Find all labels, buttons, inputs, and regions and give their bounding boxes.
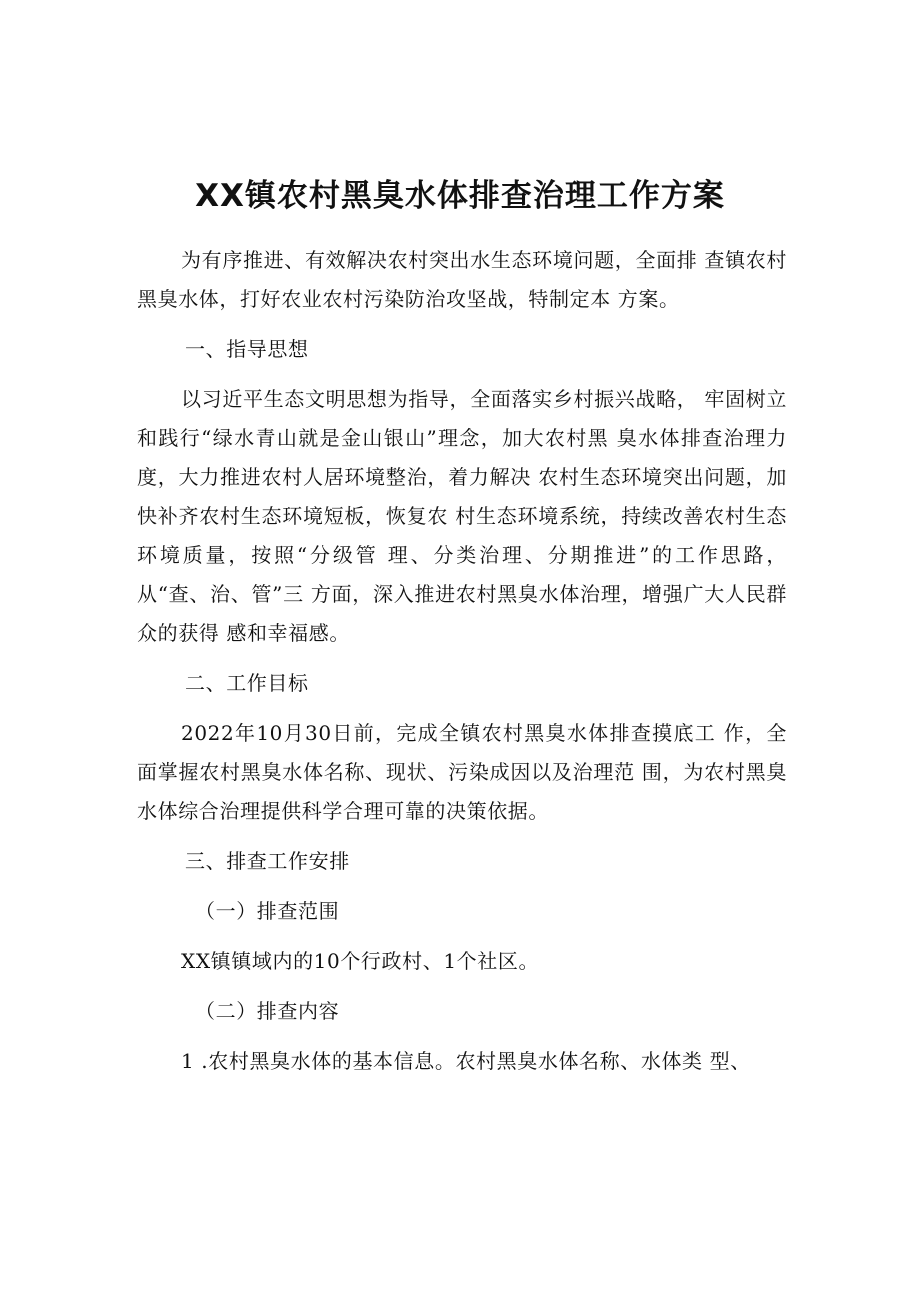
document-body [137, 241, 787, 1081]
guiding-ideology-paragraph: 以习近平生态文明思想为指导，全面落实乡村振兴战略， 牢固树立和践行“绿水青山就是金山银山”理念，加大农村黑 臭水体排查治理力度，大力推进农村人居环境整治，着力解决 农村生态环境突出问题，加快补齐农村生态环境短板，恢复农 村生态环境系统，持续改善农村生态环境质量，按照“分级管 理、分类治理、分期推进”的工作思路，从“查、治、管”三 方面，深入推进农村黑臭水体治理，增强广大人民群众的获得 感和幸福感。 [137, 387, 787, 645]
scope-paragraph: XX镇镇域内的10个行政村、1个社区。 [181, 949, 540, 973]
subheading-scope: （一）排查范围 [195, 899, 340, 923]
document-title: XX镇农村黑臭水体排查治理工作方案 [195, 178, 725, 214]
section-heading-guiding-ideology: 一、指导思想 [185, 337, 309, 361]
content-item-1: 1 .农村黑臭水体的基本信息。农村黑臭水体名称、水体类 型、 [181, 1049, 751, 1073]
section-heading-work-goals: 二、工作目标 [185, 671, 309, 695]
section-heading-arrangement: 三、排查工作安排 [185, 849, 350, 873]
work-goals-paragraph: 2022年10月30日前，完成全镇农村黑臭水体排查摸底工 作，全面掌握农村黑臭水体名称、现状、污染成因以及治理范 围，为农村黑臭水体综合治理提供科学合理可靠的决策依据。 [137, 721, 787, 823]
subheading-content: （二）排查内容 [195, 999, 340, 1023]
intro-paragraph: 为有序推进、有效解决农村突出水生态环境问题，全面排 查镇农村黑臭水体，打好农业农村污染防治攻坚战，特制定本 方案。 [137, 248, 787, 311]
